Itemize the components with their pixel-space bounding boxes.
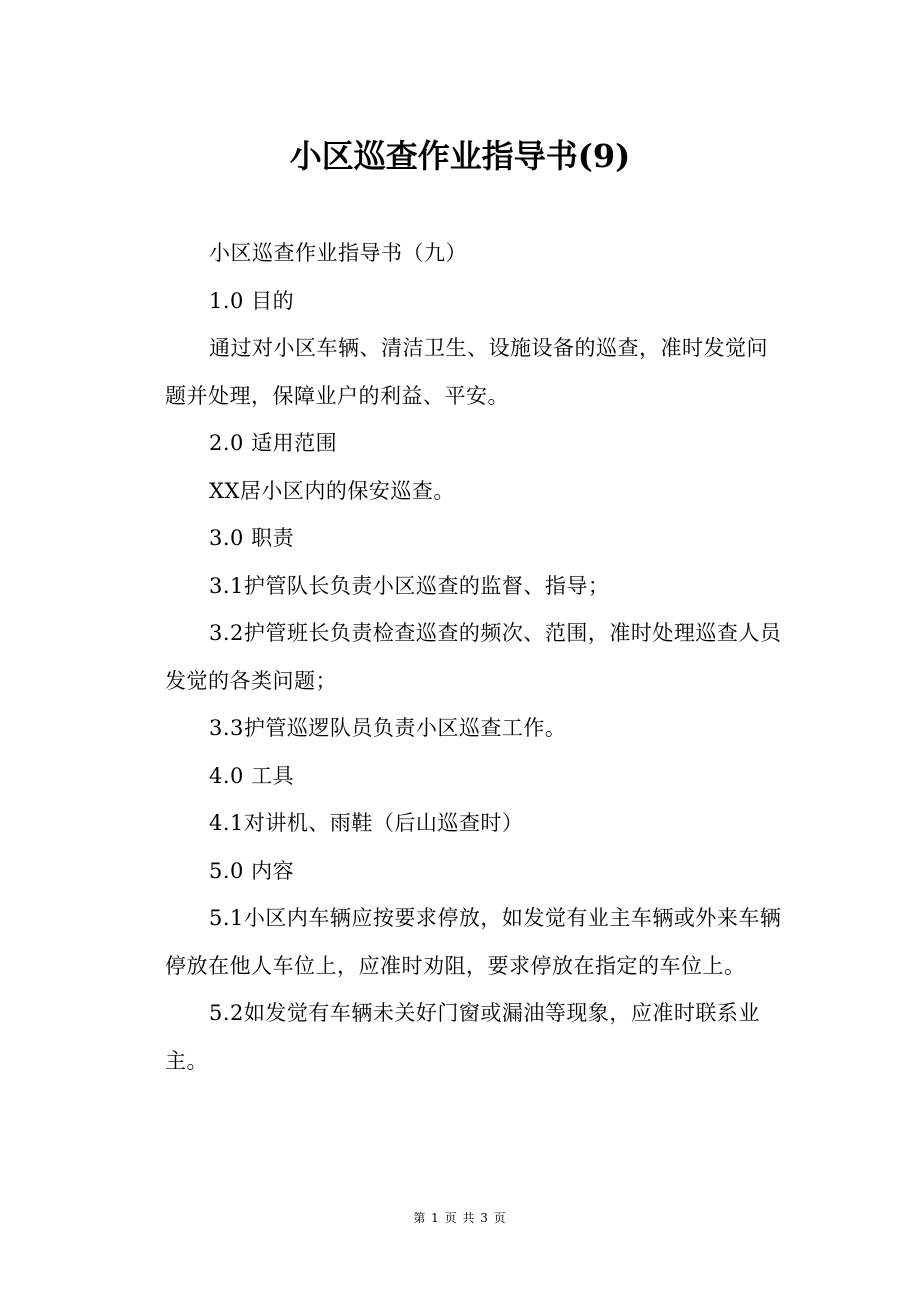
section-heading: 3.0 职责: [209, 526, 295, 550]
paragraph: 3.1护管队长负责小区巡查的监督、指导；: [209, 573, 610, 598]
section-heading: 2.0 适用范围: [209, 431, 338, 455]
section-heading: 1.0 目的: [209, 288, 295, 313]
paragraph: 小区巡查作业指导书（九）: [209, 241, 467, 265]
paragraph: 通过对小区车辆、清洁卫生、设施设备的巡查，准时发觉问题并处理，保障业户的利益、平安。: [165, 336, 768, 408]
document-title: 小区巡查作业指导书(9): [289, 137, 631, 175]
paragraph: 4.1对讲机、雨鞋（后山巡查时）: [209, 811, 524, 835]
document-body: [165, 230, 785, 1085]
paragraph: 5.2如发觉有车辆未关好门窗或漏油等现象，应准时联系业主。: [165, 1001, 760, 1073]
paragraph: XX居小区内的保安巡查。: [209, 478, 455, 503]
paragraph: 3.3护管巡逻队员负责小区巡查工作。: [209, 716, 567, 740]
section-heading: 4.0 工具: [209, 763, 295, 788]
paragraph: 5.1小区内车辆应按要求停放，如发觉有业主车辆或外来车辆停放在他人车位上，应准时劝阻，要求停放在指定的车位上。: [165, 906, 782, 978]
section-heading: 5.0 内容: [209, 858, 295, 883]
page-footer: 第 1 页 共 3 页: [413, 1211, 507, 1225]
paragraph: 3.2护管班长负责检查巡查的频次、范围，准时处理巡查人员发觉的各类问题；: [165, 621, 782, 693]
